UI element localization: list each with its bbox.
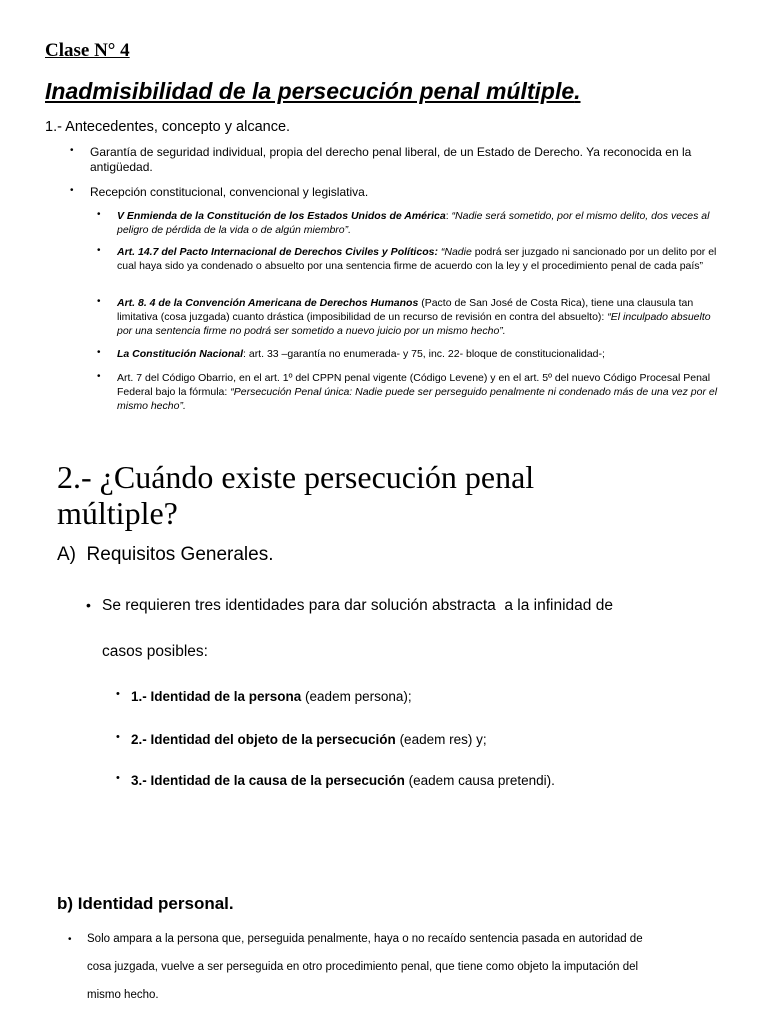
sub-item-constitucion (117, 347, 727, 361)
bullet-dot: • (70, 145, 74, 156)
bullet-dot: • (86, 597, 91, 613)
identidad-item-3-label: 3.- Identidad de la causa de la persecución (131, 773, 405, 788)
identidad-item-1 (131, 689, 412, 704)
section1-bullet-2: Recepción constitucional, convencional y legislativa. (90, 185, 369, 199)
sub-item-cadh-text: (Pacto de San José de Costa Rica), tiene una clausula tan limitativa (cosa juzgada) cuanto drástica (imposibilidad de un recurso de revisión en contra del absuelto): (117, 297, 694, 323)
sub-item-pidcp-text: podrá ser juzgado ni sancionado por un delito por el cual haya sido ya condenado o absuelto por una sentencia firme de acuerdo con la ley y el procedimiento penal de cada país” (117, 246, 717, 272)
sub-item-codigos-quote: “Persecución Penal única: Nadie puede ser perseguido penalmente ni condenado más de una vez por el mismo hecho”. (117, 386, 718, 412)
bullet-dot: • (70, 185, 74, 196)
identidad-item-2 (131, 732, 487, 747)
section1-bullet-1: Garantía de seguridad individual, propia del derecho penal liberal, de un Estado de Derecho. Ya reconocida en la antigüedad. (90, 145, 692, 174)
sub-item-cadh-quote: “El inculpado absuelto por una sentencia firme no podrá ser sometido a nuevo juicio por un mismo hecho”. (117, 311, 711, 337)
sub-item-v-enmienda-title: V Enmienda de la Constitución de los Estados Unidos de América (117, 210, 446, 222)
sub-item-codigos (117, 371, 722, 413)
bullet-dot: • (97, 209, 101, 220)
class-number: Clase N° 4 (45, 40, 130, 61)
identidad-personal-line2: cosa juzgada, vuelve a ser perseguida en otro procedimiento penal, que tiene como objeto la imputación del (87, 961, 639, 973)
sub-item-cadh-title: Art. 8. 4 de la Convención Americana de Derechos Humanos (117, 297, 419, 309)
section2-heading (57, 459, 534, 531)
identidad-personal-line1: Solo ampara a la persona que, perseguida penalmente, haya o no recaído sentencia pasada en autoridad de (87, 933, 643, 945)
sub-item-v-enmienda-quote: “Nadie será sometido, por el mismo delito, dos veces al peligro de pérdida de la vida o de algún miembro”. (117, 210, 710, 236)
sub-item-constitucion-text: : art. 33 –garantía no enumerada- y 75, inc. 22- bloque de constitucionalidad-; (243, 348, 605, 360)
bullet-dot: • (97, 347, 101, 358)
bullet-dot: • (68, 934, 72, 945)
document-title-period: . (574, 78, 581, 104)
sub-item-pidcp (117, 245, 722, 273)
identidades-intro-line1: Se requieren tres identidades para dar solución abstracta a la infinidad de (102, 597, 613, 614)
section2-heading-line2: múltiple? (57, 495, 178, 531)
sub-item-constitucion-title: La Constitución Nacional (117, 348, 244, 360)
requisitos-heading: A) Requisitos Generales. (57, 544, 274, 565)
bullet-dot: • (116, 731, 120, 743)
identidad-item-2-label: 2.- Identidad del objeto de la persecución (131, 732, 396, 747)
bullet-dot: • (97, 296, 101, 307)
sub-item-pidcp-title: Art. 14.7 del Pacto Internacional de Derechos Civiles y Políticos: (117, 246, 438, 258)
section2-heading-line1: 2.- ¿Cuándo existe persecución penal (57, 459, 535, 495)
bullet-dot: • (97, 371, 101, 382)
document-title-text: Inadmisibilidad de la persecución penal múltiple (45, 78, 575, 104)
identidad-item-1-latin: (eadem persona); (301, 689, 412, 704)
sub-item-v-enmienda-colon: : (445, 210, 452, 222)
identidad-personal-heading: b) Identidad personal. (57, 894, 234, 913)
identidad-item-2-latin: (eadem res) y; (395, 732, 487, 747)
identidad-item-1-label: 1.- Identidad de la persona (131, 689, 302, 704)
identidades-intro-line2: casos posibles: (102, 643, 208, 660)
identidad-item-3-latin: (eadem causa pretendi). (404, 773, 555, 788)
sub-item-pidcp-quote-start: “Nadie (437, 246, 472, 258)
sub-item-cadh (117, 296, 727, 338)
identidad-item-3 (131, 773, 555, 788)
bullet-dot: • (97, 245, 101, 256)
bullet-dot: • (116, 772, 120, 784)
section1-heading: 1.- Antecedentes, concepto y alcance. (45, 119, 291, 135)
identidad-personal-line3: mismo hecho. (87, 989, 159, 1001)
sub-item-codigos-text: Art. 7 del Código Obarrio, en el art. 1º del CPPN penal vigente (Código Levene) y en el art. 5º del nuevo Código Procesal Penal Federal bajo la fórmula: (117, 372, 711, 398)
document-title (45, 78, 581, 105)
bullet-dot: • (116, 688, 120, 700)
sub-item-v-enmienda (117, 209, 722, 237)
